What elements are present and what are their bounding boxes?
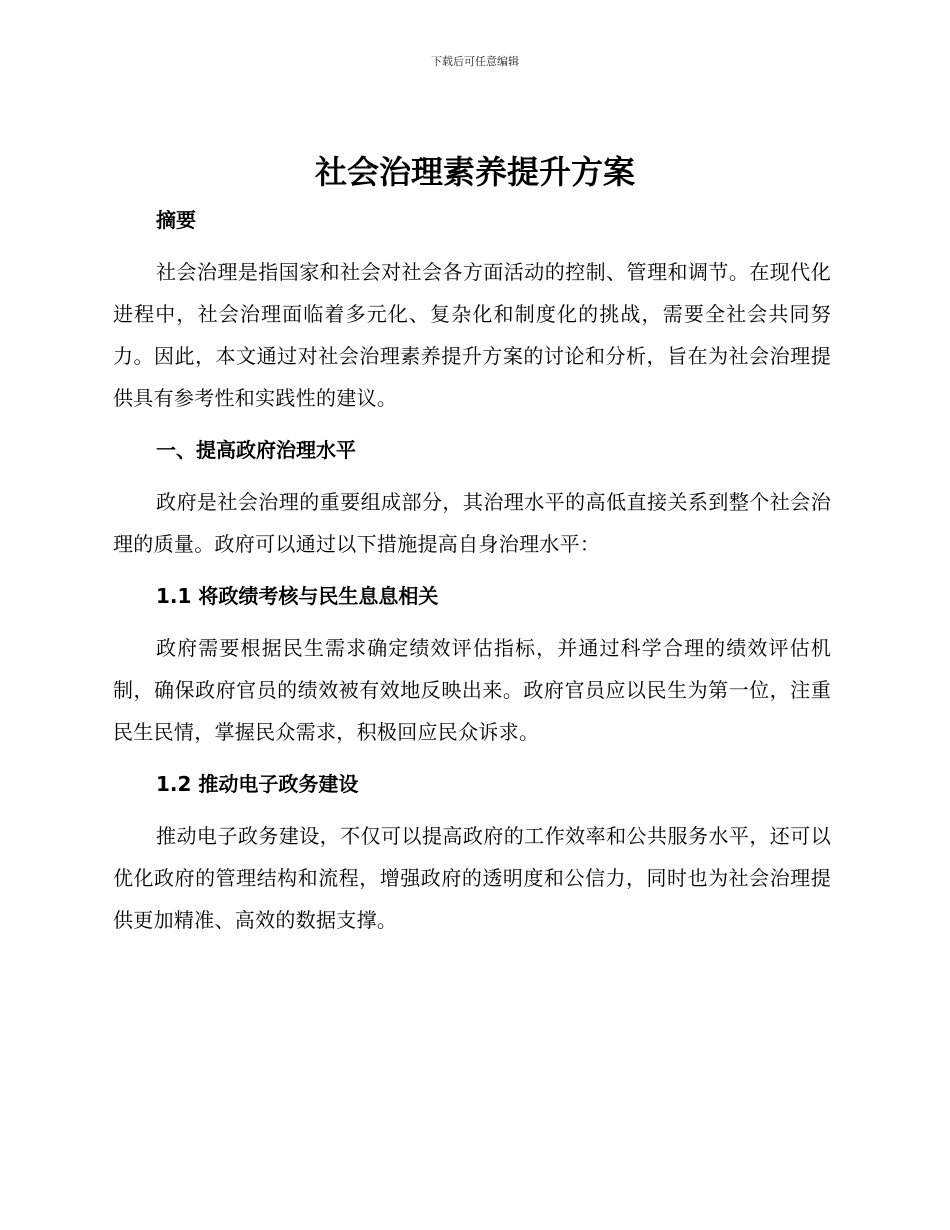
section-heading: 1.2 推动电子政务建设 (156, 772, 359, 796)
section-improve-government-governance (113, 433, 831, 579)
paragraph: 政府是社会治理的重要组成部分，其治理水平的高低直接关系到整个社会治理的质量。政府可以通过以下措施提高自身治理水平： (113, 490, 831, 556)
document-body (113, 203, 831, 941)
section-abstract (113, 203, 831, 433)
header-note: 下载后可任意编辑 (431, 55, 519, 68)
section-heading: 摘要 (156, 208, 196, 232)
section-e-government (113, 767, 831, 941)
document-title: 社会治理素养提升方案 (314, 153, 635, 191)
paragraph: 推动电子政务建设，不仅可以提高政府的工作效率和公共服务水平，还可以优化政府的管理结构和流程，增强政府的透明度和公信力，同时也为社会治理提供更加精准、高效的数据支撑。 (113, 824, 831, 932)
section-heading: 一、提高政府治理水平 (156, 438, 356, 462)
section-heading: 1.1 将政绩考核与民生息息相关 (156, 584, 439, 608)
section-performance-assessment (113, 579, 831, 767)
paragraph: 政府需要根据民生需求确定绩效评估指标，并通过科学合理的绩效评估机制，确保政府官员的绩效被有效地反映出来。政府官员应以民生为第一位，注重民生民情，掌握民众需求，积极回应民众诉求。 (113, 636, 831, 744)
paragraph: 社会治理是指国家和社会对社会各方面活动的控制、管理和调节。在现代化进程中，社会治理面临着多元化、复杂化和制度化的挑战，需要全社会共同努力。因此，本文通过对社会治理素养提升方案的讨论和分析，旨在为社会治理提供具有参考性和实践性的建议。 (113, 260, 831, 410)
